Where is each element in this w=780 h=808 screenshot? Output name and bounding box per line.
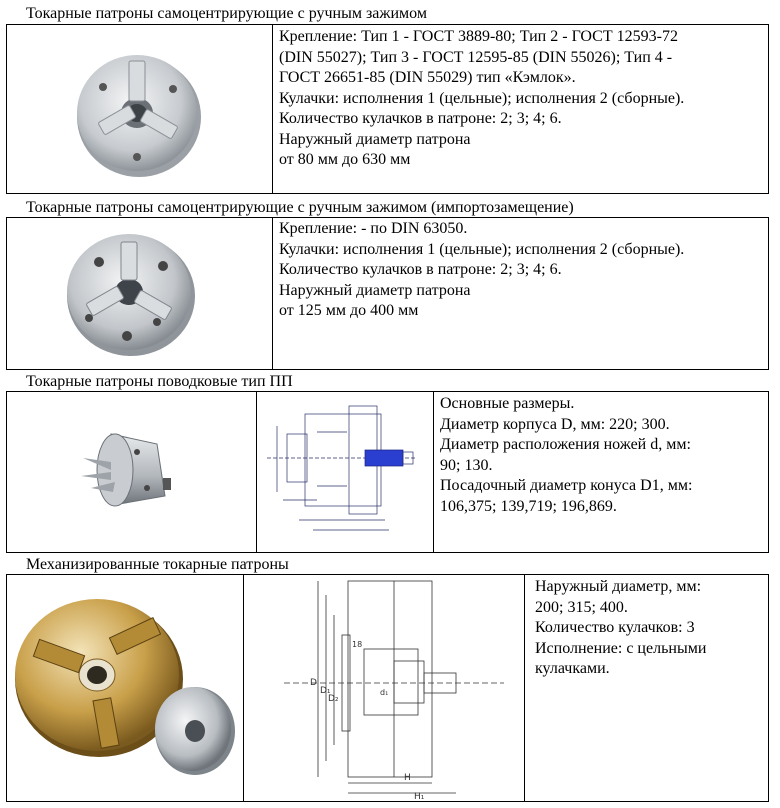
drawing-label-h1: H₁: [414, 792, 425, 801]
desc-line: кулачками.: [535, 660, 610, 677]
desc-line: Количество кулачков: 3: [535, 619, 695, 636]
section-4-drawing-cell: [244, 575, 524, 801]
desc-line: Диаметр корпуса D, мм: 220; 300.: [440, 415, 670, 433]
desc-line: от 80 мм до 630 мм: [279, 151, 411, 168]
desc-line: Диаметр расположения ножей d, мм:: [440, 436, 691, 453]
section-4-description: [525, 575, 768, 801]
section-1-table: [6, 24, 769, 194]
section-4-table: [6, 574, 769, 802]
driving-chuck-drawing: [257, 392, 433, 552]
drawing-label-18: 18: [352, 640, 363, 649]
section-3-image-cell: [7, 392, 256, 552]
mechanized-chuck-photo: [7, 575, 243, 801]
desc-line: Наружный диаметр патрона: [279, 130, 471, 148]
section-1-title: Токарные патроны самоцентрирующие с ручным зажимом: [26, 5, 427, 22]
desc-line: (DIN 55027); Тип 3 - ГОСТ 12595-85 (DIN 55026); Тип 4 -: [279, 48, 673, 66]
desc-line: Наружный диаметр патрона: [279, 281, 471, 299]
mechanized-chuck-drawing: [244, 575, 524, 801]
three-jaw-chuck-photo: [7, 218, 272, 369]
section-3-title: Токарные патроны поводковые тип ПП: [26, 373, 293, 390]
desc-line: Основные размеры.: [440, 395, 575, 412]
desc-line: Посадочный диаметр конуса D1, мм:: [440, 477, 693, 494]
three-jaw-chuck-photo: [7, 25, 272, 193]
drawing-label-d: D: [310, 678, 317, 688]
desc-line: 200; 315; 400.: [535, 598, 628, 616]
section-2-image-cell: [7, 218, 272, 369]
section-1-description: [273, 25, 768, 193]
desc-line: 106,375; 139,719; 196,869.: [440, 497, 617, 515]
drawing-label-h: H: [404, 773, 411, 783]
desc-line: Крепление: - по DIN 63050.: [279, 220, 468, 237]
section-2-description: [273, 218, 768, 369]
desc-line: Наружный диаметр, мм:: [535, 578, 702, 595]
section-3-description: [434, 392, 768, 552]
section-2-title: Токарные патроны самоцентрирующие с ручным зажимом (импортозамещение): [26, 199, 574, 216]
desc-line: Количество кулачков в патроне: 2; 3; 4; 6.: [279, 261, 562, 278]
desc-line: Кулачки: исполнения 1 (цельные); исполнения 2 (сборные).: [279, 89, 685, 107]
drawing-label-d1: D₁: [320, 686, 331, 696]
section-3-drawing-cell: [257, 392, 433, 552]
desc-line: Крепление: Тип 1 - ГОСТ 3889-80; Тип 2 - ГОСТ 12593-72: [279, 28, 678, 45]
section-4-image-cell: [7, 575, 243, 801]
driving-chuck-photo: [7, 392, 256, 552]
desc-line: Исполнение: с цельными: [535, 639, 707, 657]
desc-line: Кулачки: исполнения 1 (цельные); исполнения 2 (сборные).: [279, 240, 685, 258]
section-4-title: Механизированные токарные патроны: [26, 556, 289, 573]
desc-line: от 125 мм до 400 мм: [279, 302, 419, 319]
desc-line: 90; 130.: [440, 456, 493, 474]
desc-line: Количество кулачков в патроне: 2; 3; 4; 6.: [279, 110, 562, 127]
section-3-table: [6, 391, 769, 553]
section-1-image-cell: [7, 25, 272, 193]
desc-line: ГОСТ 26651-85 (DIN 55029) тип «Кэмлок».: [279, 69, 576, 86]
drawing-label-d2: D₂: [328, 694, 339, 704]
section-2-table: [6, 217, 769, 370]
drawing-label-d-small: d₁: [380, 688, 389, 697]
